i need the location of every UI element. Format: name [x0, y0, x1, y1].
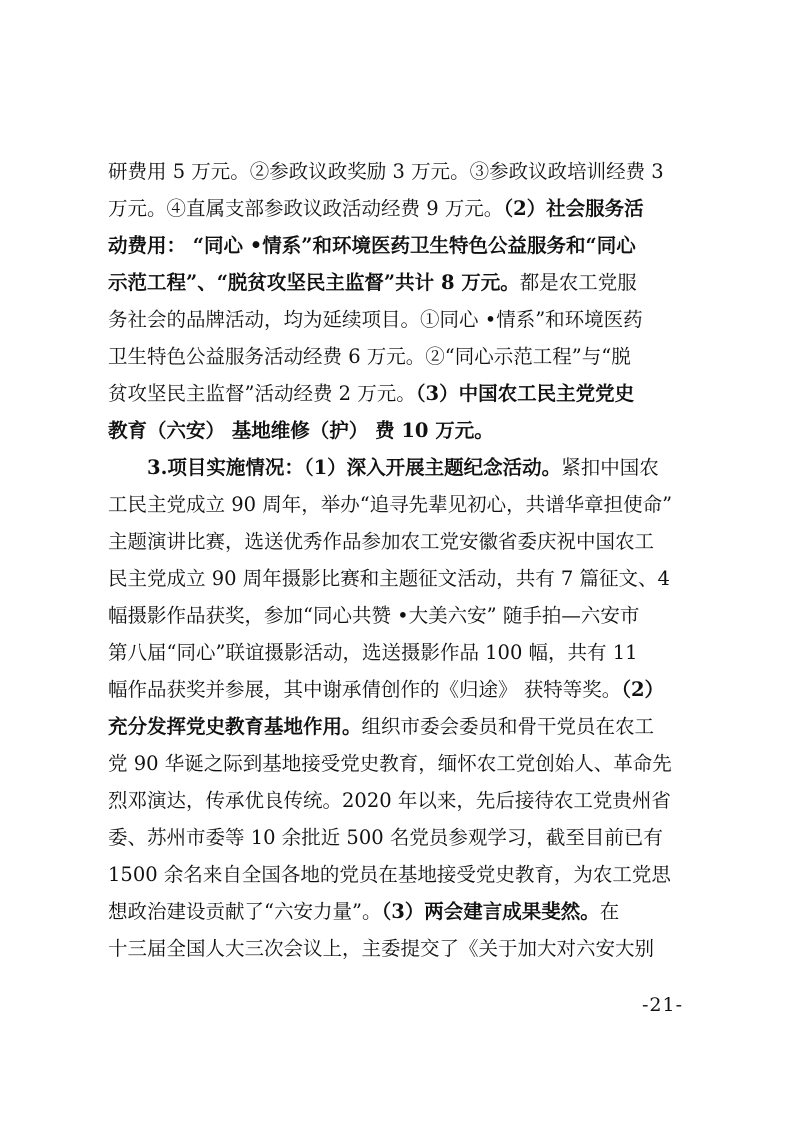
text-run: 卫生特色公益服务活动经费 6 万元。②“同心示范工程”与“脱	[108, 345, 631, 368]
text-run: 幅作品获奖并参展，其中谢承倩创作的《归途》 获特等奖。	[108, 678, 622, 701]
text-line	[108, 598, 698, 634]
text-line	[108, 820, 698, 856]
text-run: 第八届“同心”联谊摄影活动，选送摄影作品 100 幅，共有 11	[108, 641, 638, 664]
text-line	[108, 635, 698, 671]
text-line	[108, 339, 698, 375]
text-line	[108, 672, 698, 708]
text-run: 想政治建设贡献了“六安力量”。	[108, 900, 382, 923]
bold-text-run: 充分发挥党史教育基地作用。	[108, 715, 362, 738]
text-line	[108, 154, 698, 190]
text-line	[108, 931, 698, 967]
bold-text-run: （2）社会服务活	[503, 197, 644, 220]
bold-text-run: 动费用： “同心 •情系”和环境医药卫生特色公益服务和“同心	[108, 234, 636, 257]
page-number: -21-	[642, 994, 684, 1016]
text-line	[108, 228, 698, 264]
text-run: 万元。④直属支部参政议政活动经费 9 万元。	[108, 197, 504, 220]
text-line	[108, 265, 698, 301]
text-run: 民主党成立 90 周年摄影比赛和主题征文活动，共有 7 篇征文、4	[108, 567, 670, 590]
text-line	[108, 783, 698, 819]
text-run: 贫攻坚民主监督”活动经费 2 万元。	[108, 382, 416, 405]
text-run: 务社会的品牌活动，均为延续项目。①同心 •情系”和环境医药	[108, 308, 643, 331]
text-line	[108, 894, 698, 930]
text-run: 都是农工党服	[519, 271, 637, 294]
text-run: 工民主党成立 90 周年，举办“追寻先辈见初心，共谱华章担使命”	[108, 493, 673, 516]
bold-text-run: 教育（六安） 基地维修（护） 费 10 万元。	[108, 419, 494, 442]
text-line	[108, 561, 698, 597]
text-line	[108, 857, 698, 893]
bold-text-run: （3）中国农工民主党党史	[415, 382, 635, 405]
text-run: 委、苏州市委等 10 余批近 500 名党员参观学习，截至目前已有	[108, 826, 663, 849]
text-run: 在	[599, 900, 620, 923]
text-line	[108, 413, 698, 449]
bold-text-run: 示范工程”、“脱贫攻坚民主监督”共计 8 万元。	[108, 271, 520, 294]
text-line	[108, 524, 698, 560]
text-run: 主题演讲比赛，选送优秀作品参加农工党安徽省委庆祝中国农工	[108, 530, 655, 553]
text-line	[108, 302, 698, 338]
section-heading: 3.项目实施情况：（1）深入开展主题纪念活动。	[147, 456, 562, 479]
text-run: 组织市委会委员和骨干党员在农工	[361, 715, 655, 738]
bold-text-run: （2）	[621, 678, 665, 701]
text-run: 紧扣中国农	[561, 456, 659, 479]
text-run: 烈邓演达，传承优良传统。2020 年以来，先后接待农工党贵州省	[108, 789, 671, 812]
text-line	[108, 746, 698, 782]
text-line	[108, 376, 698, 412]
bold-text-run: （3）两会建言成果斐然。	[381, 900, 600, 923]
text-run: 1500 余名来自全国各地的党员在基地接受党史教育，为农工党思	[108, 863, 671, 886]
text-run: 研费用 5 万元。②参政议政奖励 3 万元。③参政议政培训经费 3	[108, 160, 664, 183]
text-line	[147, 450, 699, 486]
text-run: 十三届全国人大三次会议上，主委提交了《关于加大对六安大别	[108, 937, 655, 960]
text-line	[108, 191, 698, 227]
text-run: 党 90 华诞之际到基地接受党史教育，缅怀农工党创始人、革命先	[108, 752, 672, 775]
text-run: 幅摄影作品获奖，参加“同心共赞 •大美六安” 随手拍—六安市	[108, 604, 640, 627]
text-line	[108, 487, 698, 523]
text-line	[108, 709, 698, 745]
